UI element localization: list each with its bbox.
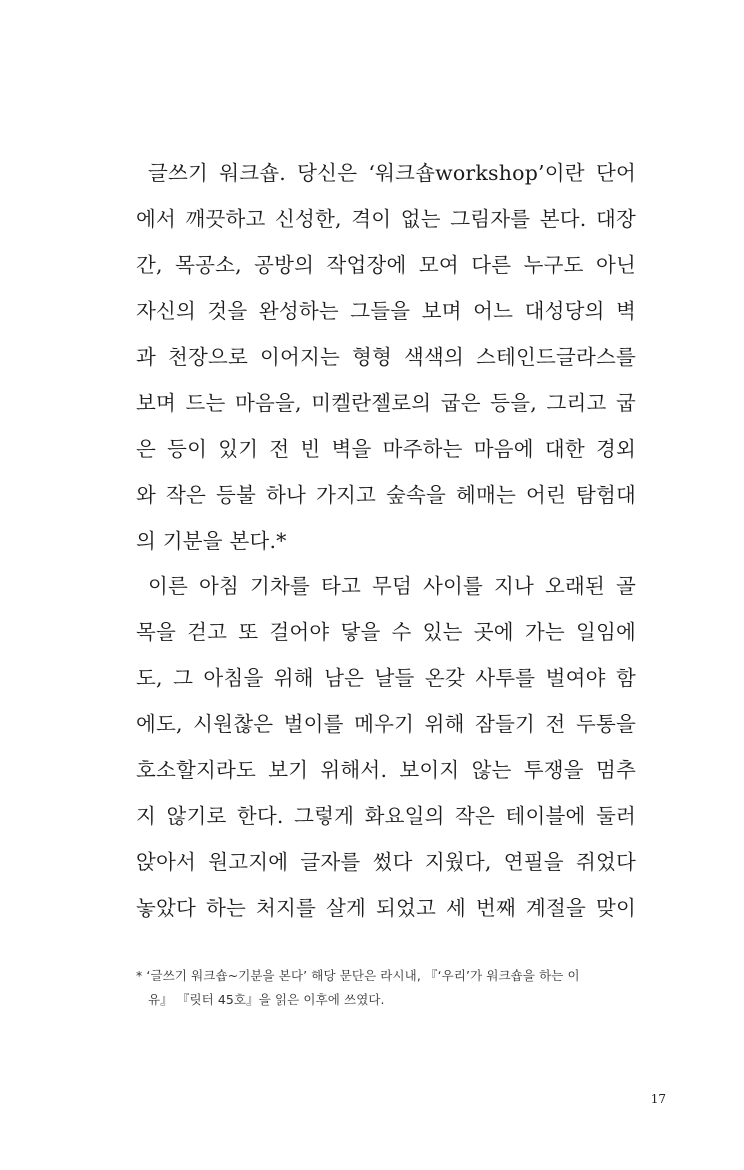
- text-line: 과 천장으로 이어지는 형형 색색의 스테인드글라스를: [136, 345, 636, 369]
- text-line: 보며 드는 마음을, 미켈란젤로의 굽은 등을, 그리고 굽: [136, 391, 636, 415]
- text-line: 은 등이 있기 전 빈 벽을 마주하는 마음에 대한 경외: [136, 437, 636, 461]
- text-line: 호소할지라도 보기 위해서. 보이지 않는 투쟁을 멈추: [136, 758, 636, 782]
- body-paragraph-1: [136, 150, 636, 564]
- text-line: 글쓰기 워크숍. 당신은 ‘워크숍workshop’이란 단어: [148, 161, 636, 185]
- body-paragraph-2: [136, 563, 636, 931]
- footnote: [136, 964, 636, 1012]
- text-line: 에도, 시원찮은 벌이를 메우기 위해 잠들기 전 두통을: [136, 712, 636, 736]
- text-line: 자신의 것을 완성하는 그들을 보며 어느 대성당의 벽: [136, 299, 636, 323]
- text-line: 의 기분을 본다.*: [136, 529, 287, 553]
- text-line: 목을 걷고 또 걸어야 닿을 수 있는 곳에 가는 일임에: [136, 620, 636, 644]
- text-line: 에서 깨끗하고 신성한, 격이 없는 그림자를 본다. 대장: [136, 207, 636, 231]
- text-line: 이른 아침 기차를 타고 무덤 사이를 지나 오래된 골: [148, 574, 636, 598]
- text-line: 놓았다 하는 처지를 살게 되었고 세 번째 계절을 맞이: [136, 896, 636, 920]
- text-line: 도, 그 아침을 위해 남은 날들 온갖 사투를 벌여야 함: [136, 666, 636, 690]
- footnote-line: * ‘글쓰기 워크숍~기분을 본다’ 해당 문단은 라시내, 『‘우리’가 워크숍을 하는 이: [136, 968, 580, 983]
- text-line: 앉아서 원고지에 글자를 썼다 지웠다, 연필을 쥐었다: [136, 850, 636, 874]
- text-line: 지 않기로 한다. 그렇게 화요일의 작은 테이블에 둘러: [136, 804, 636, 828]
- footnote-line: 유』 『릿터 45호』을 읽은 이후에 쓰였다.: [148, 992, 385, 1007]
- text-line: 간, 목공소, 공방의 작업장에 모여 다른 누구도 아닌: [136, 253, 636, 277]
- page-number: 17: [650, 1092, 666, 1106]
- text-line: 와 작은 등불 하나 가지고 숲속을 헤매는 어린 탐험대: [136, 483, 636, 507]
